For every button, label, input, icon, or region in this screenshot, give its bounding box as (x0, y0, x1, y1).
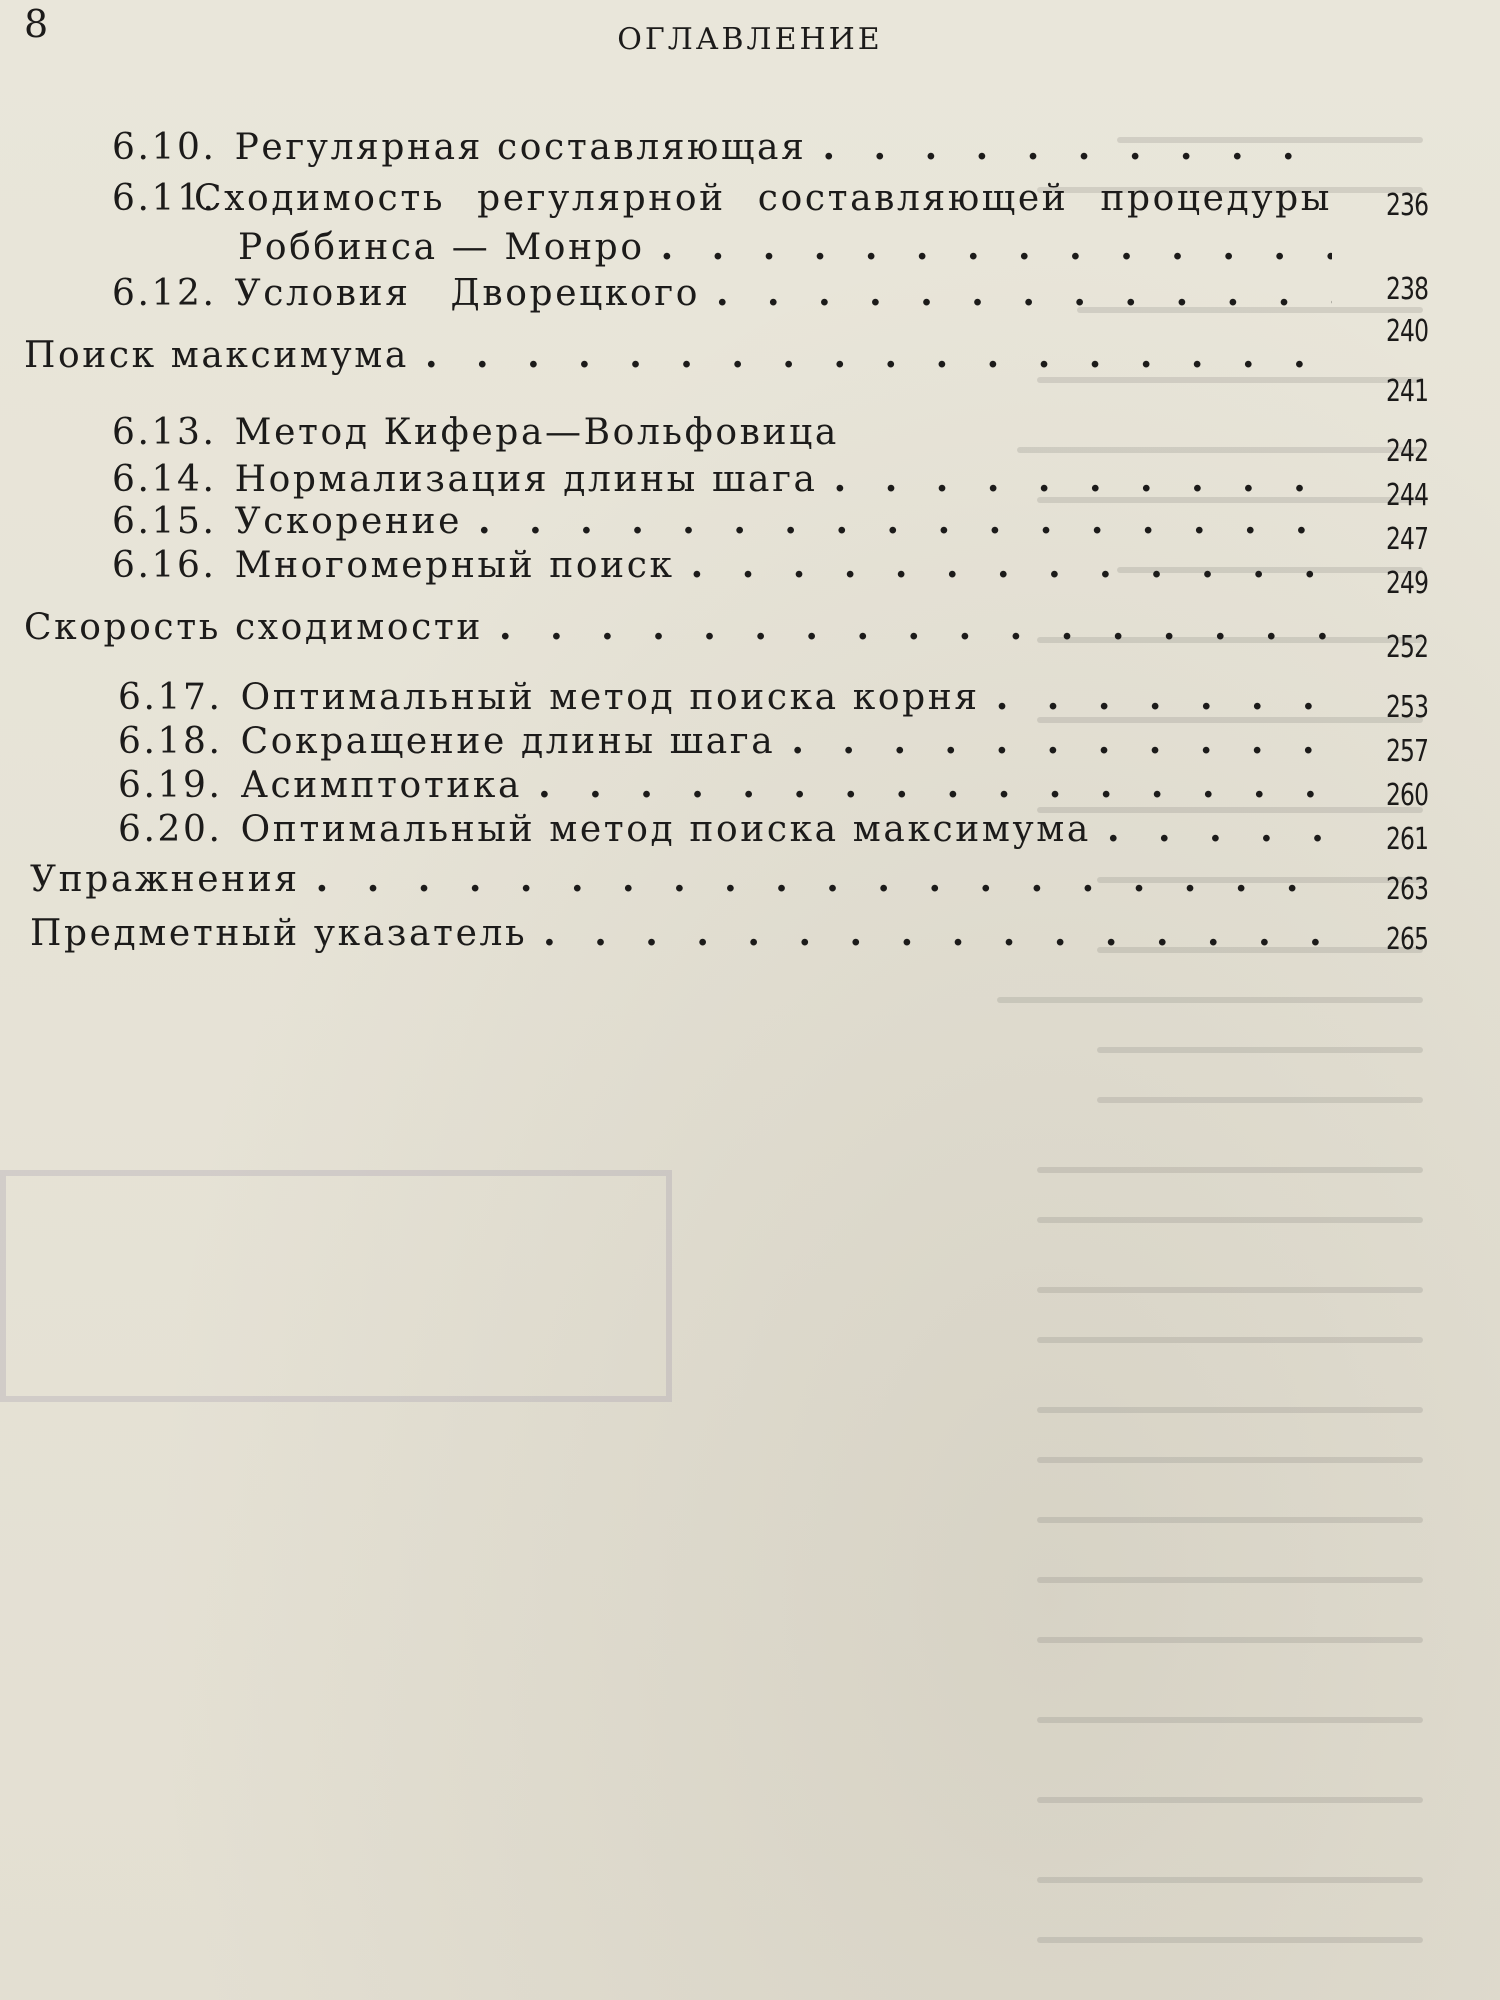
dot-leader (478, 500, 1332, 542)
toc-entry (112, 544, 1332, 586)
toc-entry (24, 334, 1332, 376)
toc-entry (118, 676, 1332, 718)
dot-leader (316, 858, 1332, 900)
toc-entry-number: 6.10. (112, 127, 217, 168)
running-head: ОГЛАВЛЕНИЕ (617, 22, 883, 57)
toc-entry-page: 252 (1385, 630, 1428, 665)
dot-leader (691, 544, 1332, 586)
toc-entry-title: Поиск максимума (24, 335, 409, 376)
toc-entry-title: Условия Дворецкого (234, 273, 700, 314)
toc-entry (30, 912, 1332, 954)
dot-leader (791, 720, 1332, 762)
dot-leader (822, 126, 1332, 168)
toc-entry-title: Ускорение (234, 501, 463, 542)
toc-entry-page: 265 (1385, 922, 1428, 957)
dot-leader (716, 272, 1332, 314)
toc-entry-page: 244 (1385, 478, 1428, 513)
toc-entry (112, 178, 1332, 219)
toc-entry-title: Метод Кифера—Вольфовица (234, 412, 839, 453)
toc-entry-continuation (238, 226, 1332, 268)
bleed-through-texture (40, 120, 1480, 1980)
toc-entry-page: 236 (1385, 188, 1428, 223)
toc-entry-page: 253 (1385, 690, 1428, 725)
toc-entry-page: 257 (1385, 734, 1428, 769)
toc-entry-number: 6.14. (112, 459, 217, 500)
toc-entry (112, 126, 1332, 168)
toc-entry (30, 858, 1332, 900)
toc-entry (112, 500, 1332, 542)
toc-entry-page: 260 (1385, 778, 1428, 813)
dot-leader (996, 676, 1332, 718)
dot-leader (538, 764, 1332, 806)
toc-entry-title: Многомерный поиск (234, 545, 675, 586)
toc-entry-page: 241 (1385, 374, 1428, 409)
toc-entry-title: Регулярная составляющая (234, 127, 807, 168)
toc-entry-number: 6.16. (112, 545, 217, 586)
toc-entry-title: Предметный указатель (30, 913, 528, 954)
toc-entry (118, 764, 1332, 806)
toc-entry (24, 606, 1332, 648)
toc-entry-title: Нормализация длины шага (234, 459, 818, 500)
toc-entry-title: Сходимость регулярной составляющей процедуры (194, 178, 1332, 219)
toc-entry-number: 6.17. (118, 677, 223, 718)
toc-entry-title: Асимптотика (240, 765, 523, 806)
toc-entry-page: 238 (1385, 272, 1428, 307)
page-number: 8 (24, 2, 50, 46)
toc-entry-page: 249 (1385, 566, 1428, 601)
dot-leader (1107, 808, 1332, 850)
toc-entry (118, 808, 1332, 850)
faint-library-stamp (0, 1170, 672, 1402)
toc-entry (112, 458, 1332, 500)
dot-leader (499, 606, 1332, 648)
toc-entry-page: 247 (1385, 522, 1428, 557)
toc-entry-number: 6.13. (112, 412, 217, 453)
toc-entry-page: 242 (1385, 434, 1428, 469)
dot-leader (661, 226, 1332, 268)
toc-entry-title: Оптимальный метод поиска корня (240, 677, 980, 718)
toc-entry-title: Оптимальный метод поиска максимума (240, 809, 1091, 850)
toc-entry-page: 240 (1385, 314, 1428, 349)
toc-entry-page: 261 (1385, 822, 1428, 857)
dot-leader (425, 334, 1332, 376)
toc-entry-title-cont: Роббинса — Монро (238, 227, 645, 268)
toc-entry-page: 263 (1385, 872, 1428, 907)
dot-leader (834, 458, 1332, 500)
toc-entry-number: 6.11. (112, 178, 217, 219)
toc-entry-number: 6.15. (112, 501, 217, 542)
dot-leader (543, 912, 1332, 954)
toc-entry-number: 6.18. (118, 721, 223, 762)
toc-entry (112, 272, 1332, 314)
toc-entry-title: Сокращение длины шага (240, 721, 776, 762)
toc-entry (118, 720, 1332, 762)
toc-entry-number: 6.19. (118, 765, 223, 806)
toc-entry-title: Скорость сходимости (24, 607, 484, 648)
toc-entry (112, 412, 1332, 453)
toc-entry-number: 6.20. (118, 809, 223, 850)
toc-entry-title: Упражнения (30, 859, 300, 900)
toc-entry-number: 6.12. (112, 273, 217, 314)
